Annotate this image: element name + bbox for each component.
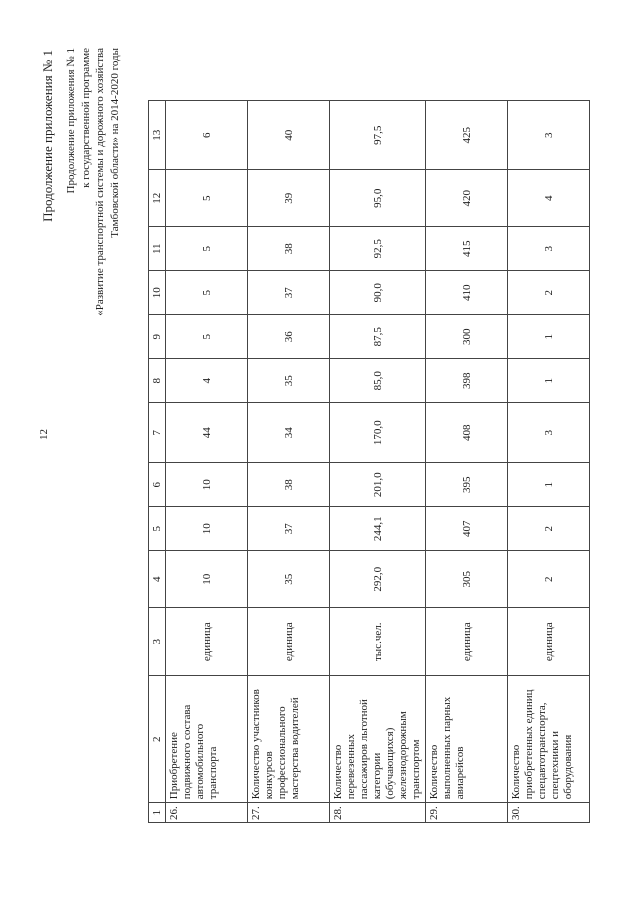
- column-header: 8: [149, 359, 166, 403]
- column-header: 12: [149, 170, 166, 227]
- value-cell: 5: [166, 227, 248, 271]
- table-row: [248, 101, 330, 823]
- value-cell: 35: [248, 359, 330, 403]
- table-row: [166, 101, 248, 823]
- value-cell: 3: [508, 227, 590, 271]
- value-cell: 201,0: [330, 463, 426, 507]
- value-cell: 36: [248, 315, 330, 359]
- value-cell: 39: [248, 170, 330, 227]
- column-header: 11: [149, 227, 166, 271]
- value-cell: 425: [426, 101, 508, 170]
- value-cell: 4: [166, 359, 248, 403]
- indicator-name: Приобретение подвижного состава автомобильного транспорта: [166, 676, 248, 803]
- value-cell: 97,5: [330, 101, 426, 170]
- value-cell: 92,5: [330, 227, 426, 271]
- value-cell: 395: [426, 463, 508, 507]
- unit-cell: единица: [426, 608, 508, 676]
- row-index: 28.: [330, 803, 426, 823]
- value-cell: 407: [426, 507, 508, 551]
- value-cell: 44: [166, 403, 248, 463]
- row-index: 27.: [248, 803, 330, 823]
- value-cell: 1: [508, 463, 590, 507]
- value-cell: 244,1: [330, 507, 426, 551]
- value-cell: 408: [426, 403, 508, 463]
- value-cell: 5: [166, 271, 248, 315]
- row-index: 29.: [426, 803, 508, 823]
- table-row: [330, 101, 426, 823]
- value-cell: 38: [248, 463, 330, 507]
- value-cell: 2: [508, 271, 590, 315]
- value-cell: 87,5: [330, 315, 426, 359]
- value-cell: 2: [508, 507, 590, 551]
- value-cell: 415: [426, 227, 508, 271]
- value-cell: 2: [508, 551, 590, 608]
- value-cell: 305: [426, 551, 508, 608]
- value-cell: 85,0: [330, 359, 426, 403]
- value-cell: 1: [508, 359, 590, 403]
- subheading-line: Продолжение приложения № 1: [65, 48, 77, 194]
- indicator-name: Количество приобретенных единиц спецавтотранспорта, спецтехники и оборудования: [508, 676, 590, 803]
- column-header: 3: [149, 608, 166, 676]
- value-cell: 5: [166, 170, 248, 227]
- value-cell: 37: [248, 507, 330, 551]
- value-cell: 410: [426, 271, 508, 315]
- heading-continuation: Продолжение приложения № 1: [40, 50, 55, 222]
- value-cell: 10: [166, 551, 248, 608]
- row-index: 26.: [166, 803, 248, 823]
- table-row: [508, 101, 590, 823]
- header-row: [149, 101, 166, 823]
- value-cell: 90,0: [330, 271, 426, 315]
- value-cell: 40: [248, 101, 330, 170]
- column-header: 6: [149, 463, 166, 507]
- value-cell: 95,0: [330, 170, 426, 227]
- program-subheading: [64, 48, 122, 316]
- column-header: 10: [149, 271, 166, 315]
- page-number: 12: [38, 429, 50, 440]
- row-index: 30.: [508, 803, 590, 823]
- value-cell: 34: [248, 403, 330, 463]
- value-cell: 420: [426, 170, 508, 227]
- value-cell: 10: [166, 463, 248, 507]
- value-cell: 6: [166, 101, 248, 170]
- unit-cell: единица: [508, 608, 590, 676]
- value-cell: 38: [248, 227, 330, 271]
- column-header: 5: [149, 507, 166, 551]
- value-cell: 300: [426, 315, 508, 359]
- indicator-name: Количество перевезенных пассажиров льготной категории (обучающихся) железнодорожным транспортом: [330, 676, 426, 803]
- value-cell: 37: [248, 271, 330, 315]
- column-header: 1: [149, 803, 166, 823]
- indicator-name: Количество выполненных парных авиарейсов: [426, 676, 508, 803]
- indicator-name: Количество участников конкурсов профессионального мастерства водителей: [248, 676, 330, 803]
- subheading-line: к государственной программе: [79, 48, 92, 188]
- value-cell: 35: [248, 551, 330, 608]
- column-header: 13: [149, 101, 166, 170]
- indicators-table: [148, 100, 590, 823]
- value-cell: 292,0: [330, 551, 426, 608]
- unit-cell: единица: [248, 608, 330, 676]
- column-header: 4: [149, 551, 166, 608]
- unit-cell: единица: [166, 608, 248, 676]
- value-cell: 3: [508, 403, 590, 463]
- subheading-line: «Развитие транспортной системы и дорожного хозяйства: [94, 48, 106, 316]
- column-header: 7: [149, 403, 166, 463]
- table-row: [426, 101, 508, 823]
- value-cell: 5: [166, 315, 248, 359]
- column-header: 9: [149, 315, 166, 359]
- value-cell: 4: [508, 170, 590, 227]
- value-cell: 1: [508, 315, 590, 359]
- unit-cell: тыс.чел.: [330, 608, 426, 676]
- value-cell: 398: [426, 359, 508, 403]
- value-cell: 10: [166, 507, 248, 551]
- value-cell: 170,0: [330, 403, 426, 463]
- value-cell: 3: [508, 101, 590, 170]
- column-header: 2: [149, 676, 166, 803]
- subheading-line: Тамбовской области» на 2014-2020 годы: [108, 48, 121, 238]
